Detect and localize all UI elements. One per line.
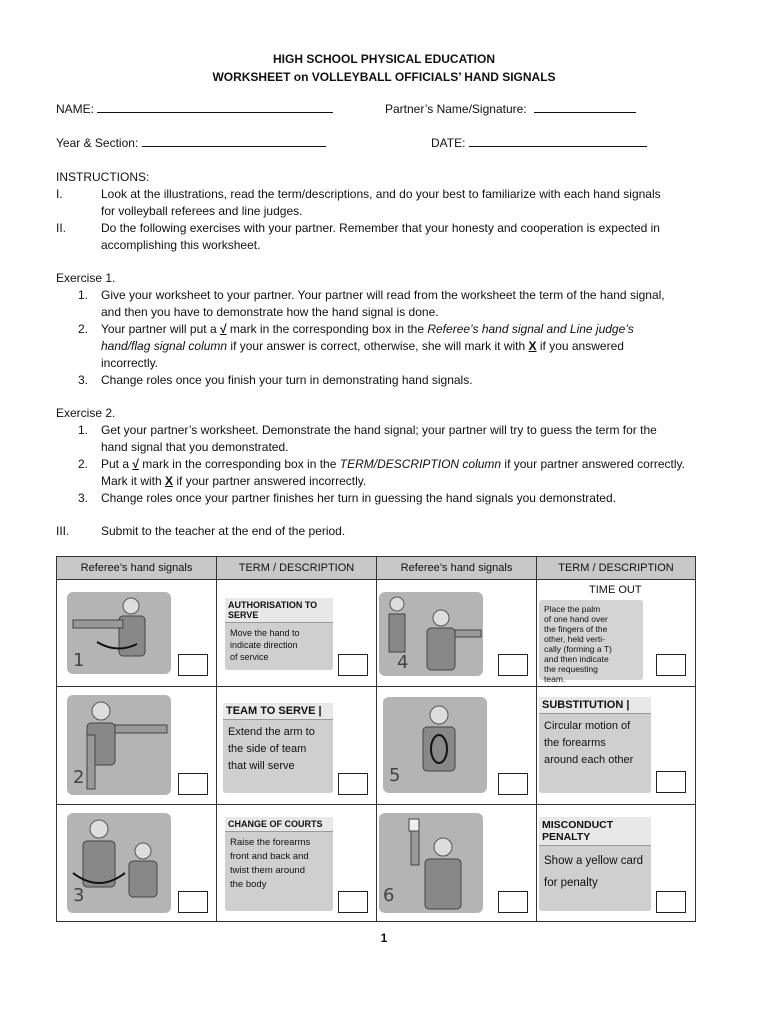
signal-number-1: 1 [73, 650, 85, 671]
year-section-line[interactable] [142, 136, 326, 147]
term-title-substitution: SUBSTITUTION | [539, 697, 651, 714]
name-field [56, 101, 333, 118]
term-title-time-out: TIME OUT [589, 584, 642, 596]
signal-number-6: 6 [383, 885, 395, 906]
term-checkbox-6[interactable] [656, 891, 686, 913]
signal-illustration-2 [67, 695, 171, 795]
ex2-step2-line2: Mark it with X if your partner answered incorrectly. [101, 474, 367, 488]
signal-illustration-1 [67, 592, 171, 674]
ex2-step1-line2: hand signal that you demonstrated. [101, 440, 289, 454]
term-checkbox-2[interactable] [338, 773, 368, 795]
signal-cell-1 [56, 579, 217, 687]
term-card-time-out [539, 600, 643, 684]
name-line[interactable] [97, 102, 333, 113]
date-label: DATE: [431, 136, 466, 150]
signal-checkbox-4[interactable] [498, 654, 528, 676]
term-checkbox-1[interactable] [338, 654, 368, 676]
date-field [431, 135, 647, 152]
signal-illustration-3 [67, 813, 171, 913]
term-title-authorisation: AUTHORISATION TO SERVE [225, 598, 333, 623]
name-label: NAME: [56, 102, 95, 116]
ex2-step1-line1: Get your partner’s worksheet. Demonstrate the hand signal; your partner will try to guess the term for the [101, 423, 657, 437]
instructions-heading: INSTRUCTIONS: [56, 170, 150, 184]
term-card-authorisation [225, 598, 333, 670]
ex2-num-1: 1. [78, 423, 89, 437]
term-cell-1 [216, 579, 377, 687]
exercise1-heading: Exercise 1. [56, 271, 116, 285]
instruction-num-i: I. [56, 187, 63, 201]
ex1-step2-line2: hand/flag signal column if your answer is correct, otherwise, she will mark it with X if you answered [101, 339, 624, 353]
signal-checkbox-5[interactable] [498, 773, 528, 795]
term-title-change-of-courts: CHANGE OF COURTS [225, 817, 333, 832]
term-card-team-to-serve [223, 703, 333, 793]
term-cell-4 [536, 579, 696, 687]
signal-cell-6 [376, 804, 537, 922]
ex2-step3: Change roles once your partner finishes her turn in guessing the hand signals you demonstrated. [101, 491, 616, 505]
partner-line[interactable] [534, 102, 636, 113]
ex1-num-2: 2. [78, 322, 89, 336]
partner-field [385, 101, 636, 118]
instruction-num-ii: II. [56, 221, 67, 235]
signal-cell-3 [56, 804, 217, 922]
ex1-step3: Change roles once you finish your turn in demonstrating hand signals. [101, 373, 473, 387]
signal-number-5: 5 [389, 765, 401, 786]
page-number: 1 [380, 931, 388, 945]
instruction-iii-text: Submit to the teacher at the end of the period. [101, 524, 346, 538]
ex1-step1-line2: and then you have to demonstrate how the hand signal is done. [101, 305, 439, 319]
instruction-i-line2: for volleyball referees and line judges. [101, 204, 303, 218]
date-line[interactable] [469, 136, 647, 147]
term-desc-time-out: Place the palm of one hand over the fingers of the other, held verti- cally (forming a T) and then indicate the requesting team. [544, 604, 612, 684]
term-card-misconduct-penalty [539, 817, 651, 911]
term-cell-3 [216, 804, 377, 922]
yellow-card-icon [379, 813, 483, 913]
signal-number-3: 3 [73, 885, 85, 906]
term-card-substitution [539, 697, 651, 793]
hand-signals-table [56, 556, 696, 922]
term-cell-6 [536, 804, 696, 922]
signal-cell-4 [376, 579, 537, 687]
term-desc-authorisation: Move the hand to indicate direction of service [230, 628, 300, 662]
term-desc-change-of-courts: Raise the forearms front and back and twist them around the body [230, 837, 311, 890]
ex1-step1-line1: Give your worksheet to your partner. Your partner will read from the worksheet the term of the hand signal, [101, 288, 665, 302]
term-card-change-of-courts [225, 817, 333, 911]
instruction-ii-line1: Do the following exercises with your partner. Remember that your honesty and cooperation is expected in [101, 221, 660, 235]
term-cell-2 [216, 686, 377, 805]
instruction-i-line1: Look at the illustrations, read the term/descriptions, and do your best to familiarize with each hand signals [101, 187, 661, 201]
signal-number-4: 4 [397, 652, 409, 673]
instruction-num-iii: III. [56, 524, 70, 538]
term-checkbox-3[interactable] [338, 891, 368, 913]
worksheet-title-line1: HIGH SCHOOL PHYSICAL EDUCATION [272, 52, 496, 66]
signal-checkbox-2[interactable] [178, 773, 208, 795]
signal-checkbox-6[interactable] [498, 891, 528, 913]
signal-checkbox-1[interactable] [178, 654, 208, 676]
instruction-ii-line2: accomplishing this worksheet. [101, 238, 261, 252]
term-desc-substitution: Circular motion of the forearms around each other [544, 720, 634, 766]
header-term-description-1: TERM / DESCRIPTION [216, 556, 377, 580]
term-checkbox-5[interactable] [656, 771, 686, 793]
signal-cell-2 [56, 686, 217, 805]
ex1-step2-line1: Your partner will put a √ mark in the corresponding box in the Referee’s hand signal and Line judge’s [101, 322, 634, 336]
signal-illustration-6 [379, 813, 483, 913]
year-section-field [56, 135, 326, 152]
term-desc-team-to-serve: Extend the arm to the side of team that will serve [228, 726, 315, 772]
signal-checkbox-3[interactable] [178, 891, 208, 913]
signal-illustration-5 [383, 697, 487, 793]
exercise2-heading: Exercise 2. [56, 406, 116, 420]
signal-cell-5 [376, 686, 537, 805]
term-cell-5 [536, 686, 696, 805]
signal-number-2: 2 [73, 767, 85, 788]
term-title-team-to-serve: TEAM TO SERVE | [223, 703, 333, 720]
header-referee-signals-1: Referee’s hand signals [56, 556, 217, 580]
term-checkbox-4[interactable] [656, 654, 686, 676]
signal-illustration-4 [379, 592, 483, 676]
term-title-misconduct-penalty: MISCONDUCT PENALTY [539, 817, 651, 846]
ex1-num-1: 1. [78, 288, 89, 302]
partner-label: Partner’s Name/Signature: [385, 102, 527, 116]
ex2-num-3: 3. [78, 491, 89, 505]
header-term-description-2: TERM / DESCRIPTION [536, 556, 696, 580]
ex1-num-3: 3. [78, 373, 89, 387]
ex1-step2-line3: incorrectly. [101, 356, 159, 370]
header-referee-signals-2: Referee’s hand signals [376, 556, 537, 580]
year-section-label: Year & Section: [56, 136, 139, 150]
ex2-num-2: 2. [78, 457, 89, 471]
referee-figure-icon [379, 592, 483, 676]
worksheet-title-line2: WORKSHEET on VOLLEYBALL OFFICIALS’ HAND SIGNALS [212, 70, 556, 84]
ex2-step2-line1: Put a √ mark in the corresponding box in the TERM/DESCRIPTION column if your partner answered correctly. [101, 457, 685, 471]
term-desc-misconduct-penalty: Show a yellow card for penalty [544, 855, 644, 889]
